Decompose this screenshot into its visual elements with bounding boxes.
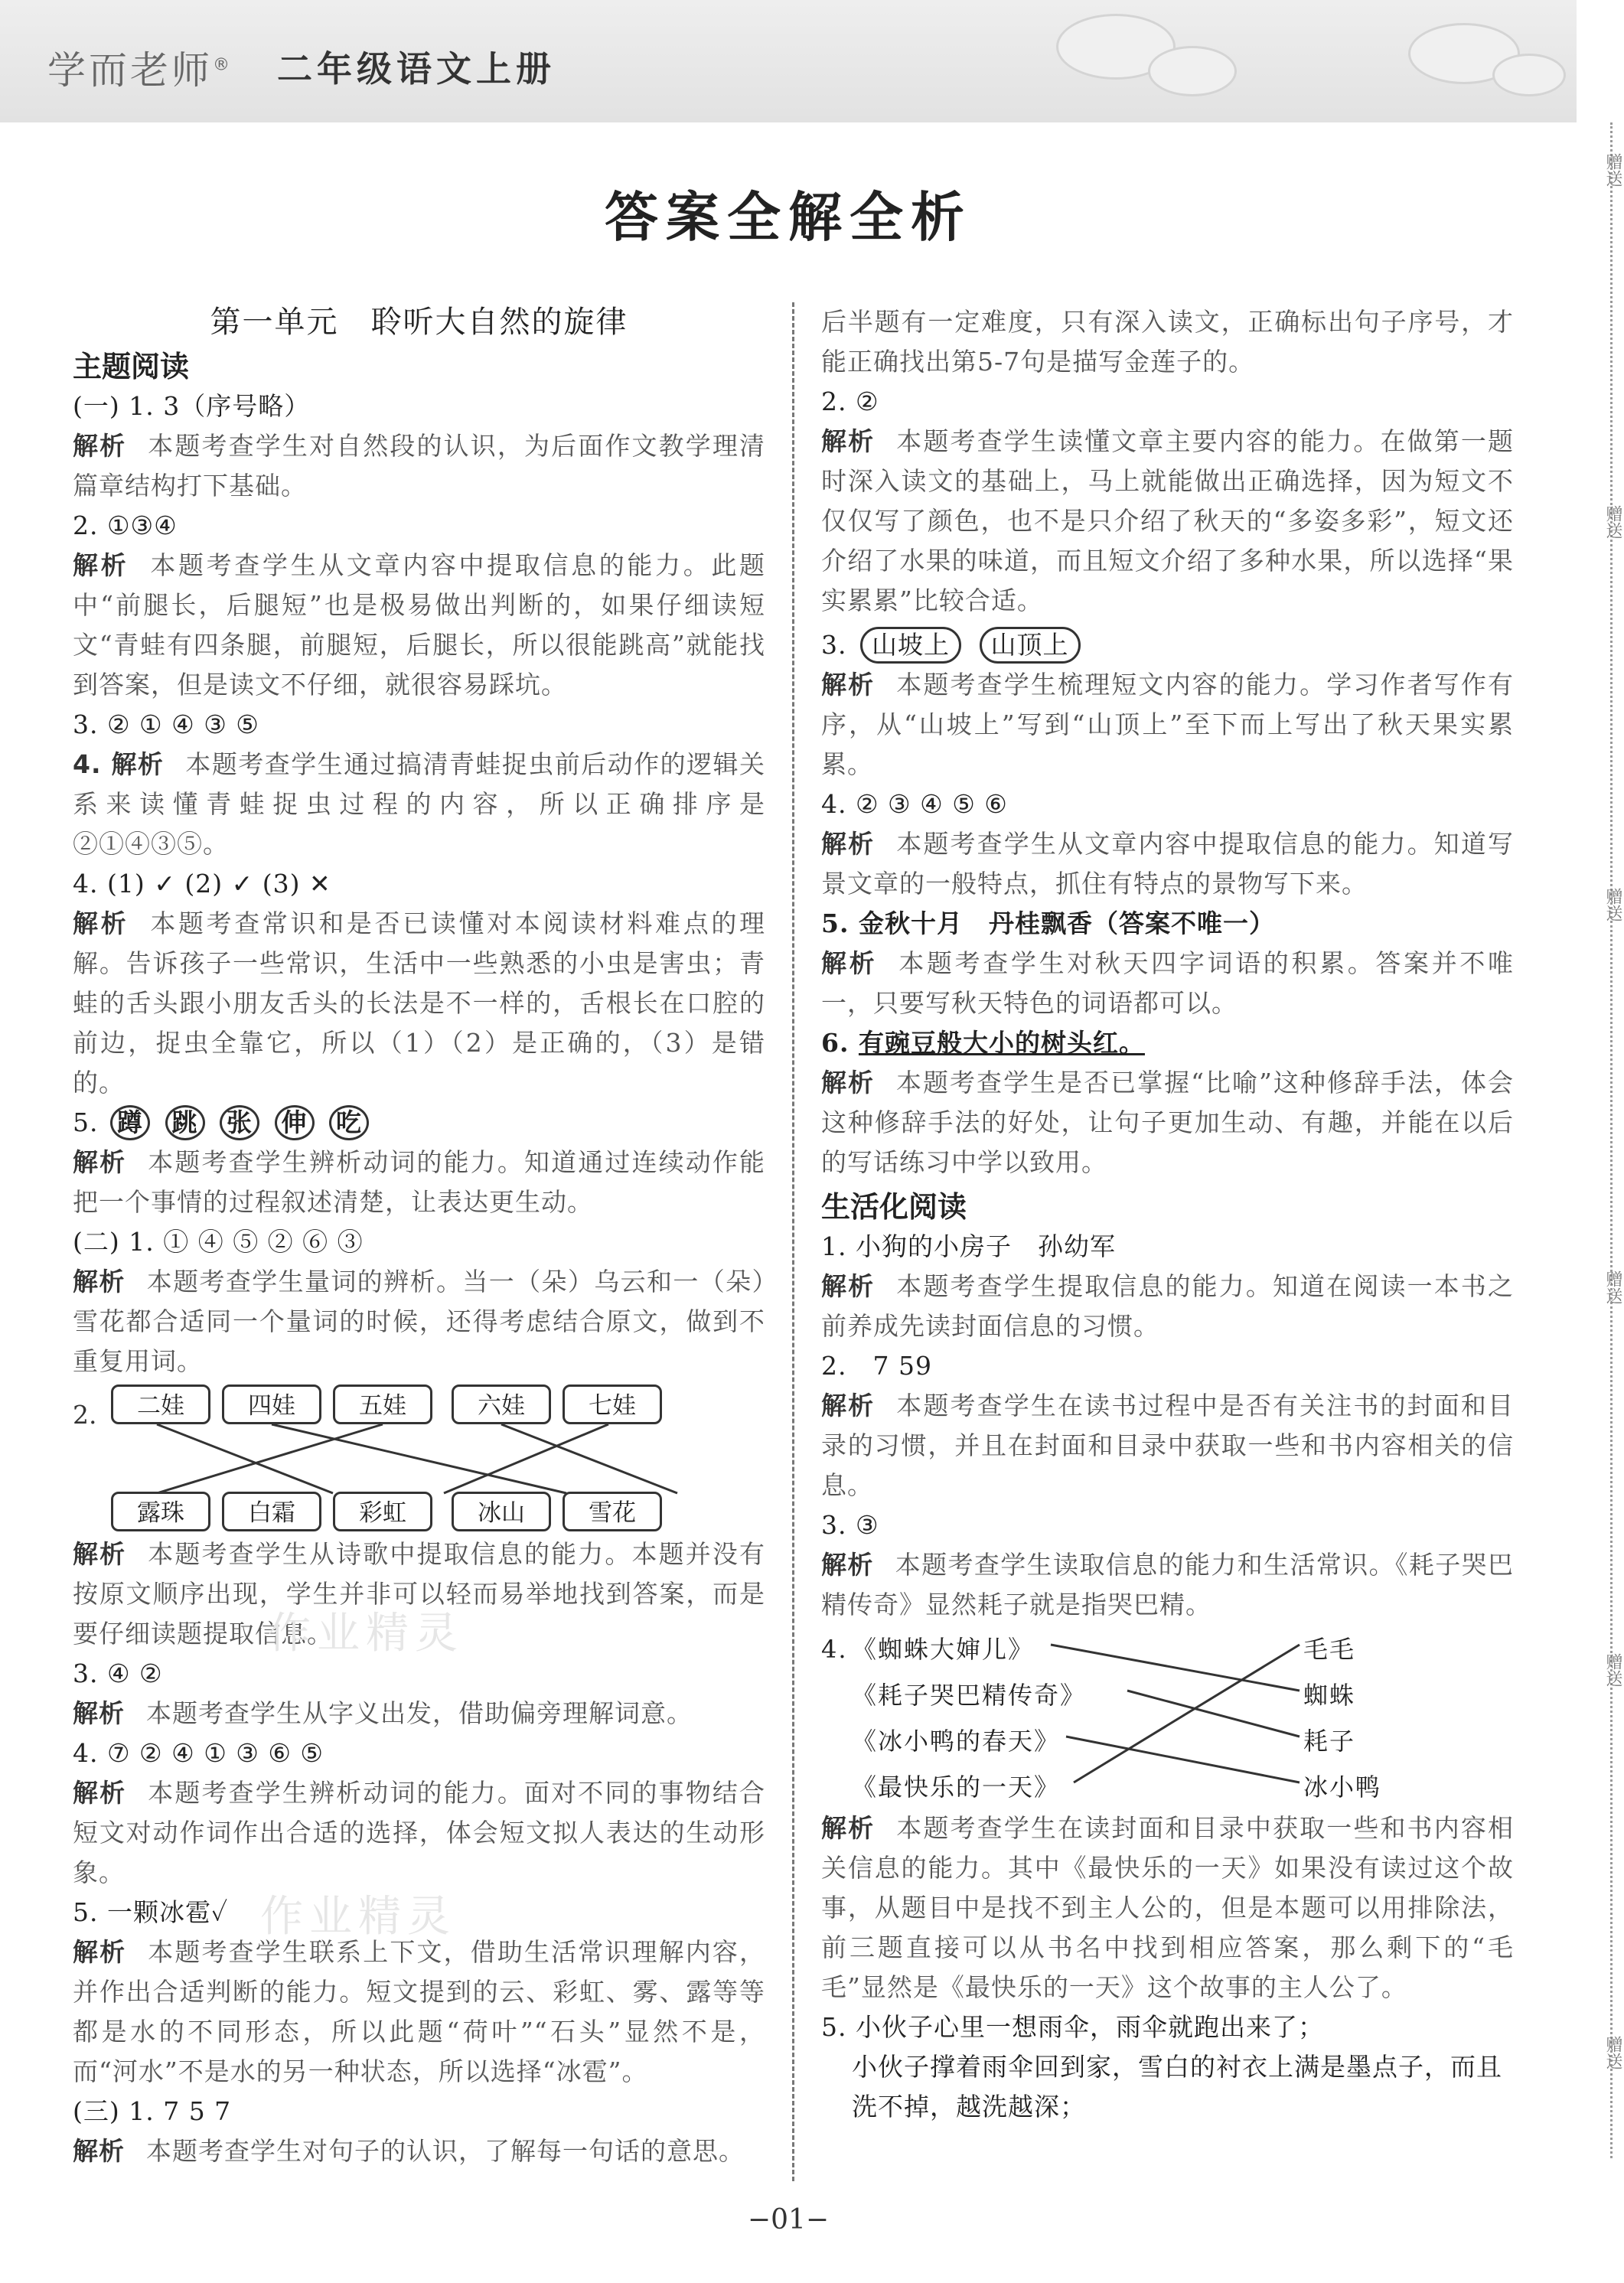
answer-line: 3. ④ ②: [73, 1658, 163, 1688]
analysis-label: 解析: [821, 1068, 876, 1097]
analysis-label: 解析: [73, 1698, 125, 1728]
page-title: 答案全解全析: [605, 186, 972, 249]
explanation: 解析 本题考查常识和是否已读懂对本阅读材料难点的理解。告诉孩子一些常识，生活中一些熟悉的小虫是害虫；青蛙的舌头跟小朋友舌头的长法是不一样的，舌根长在口腔的前边，捉虫全靠它，所以（1）（2）是正确的，（3）是错的。: [73, 908, 766, 1097]
match-box-bottom: 雪花: [563, 1492, 662, 1531]
side-label: 赠送: [1603, 2036, 1622, 2069]
match-box-bottom: 白霜: [222, 1492, 321, 1531]
section-heading: 主题阅读: [73, 350, 190, 383]
analysis-label: 解析: [73, 1539, 127, 1569]
match-box-top: 六娃: [452, 1384, 551, 1424]
book-title-item: 《最快乐的一天》: [852, 1773, 1061, 1802]
match-box-bottom: 彩虹: [333, 1492, 432, 1531]
explanation: 解析 本题考查学生提取信息的能力。知道在阅读一本书之前养成先读封面信息的习惯。: [821, 1271, 1514, 1341]
analysis-label: 解析: [821, 829, 876, 859]
explanation: 解析 本题考查学生读懂文章主要内容的能力。在做第一题时深入读文的基础上，马上就能做出正确选择，因为短文不仅仅写了颜色，也不是只介绍了秋天的“多姿多彩”，短文还介绍了水果的味道，而且短文介绍了多种水果，所以选择“果实累累”比较合适。: [821, 426, 1514, 615]
match-line: [1066, 1737, 1300, 1782]
answer-line: 3. ③: [821, 1510, 879, 1540]
analysis-label: 解析: [821, 670, 876, 700]
match-box-bottom: 露珠: [111, 1492, 210, 1531]
answer-line: 3. ② ① ④ ③ ⑤: [73, 709, 259, 739]
book-title-item: 《蜘蛛大婶儿》: [852, 1635, 1035, 1664]
analysis-label: 解析: [73, 1778, 127, 1808]
answer-line: 5. 蹲 跳 张 伸 吃: [73, 1103, 765, 1143]
explanation: 4. 解析 本题考查学生通过搞清青蛙捉虫前后动作的逻辑关系来读懂青蛙捉虫过程的内容，所以正确排序是②①④③⑤。: [73, 749, 765, 859]
match-box-top: 五娃: [333, 1384, 432, 1424]
answer-line: 2. 7 59: [821, 1351, 932, 1381]
match-box-top: 七娃: [563, 1384, 662, 1424]
analysis-label: 解析: [821, 1271, 876, 1301]
side-strip: [1600, 122, 1624, 2158]
page-header: [0, 0, 1577, 122]
matching-diagram: [73, 1384, 765, 1535]
page-number: −01−: [747, 2204, 830, 2236]
explanation: 解析 本题考查学生对秋天四字词语的积累。答案并不唯一，只要写秋天特色的词语都可以。: [821, 948, 1515, 1018]
circled-verb: 张: [220, 1105, 259, 1140]
explanation: 解析 本题考查学生从诗歌中提取信息的能力。本题并没有按原文顺序出现，学生并非可以轻而易举地找到答案，而是要仔细读题提取信息。: [73, 1539, 765, 1649]
answer-line: 5. 金秋十月 丹桂飘香（答案不唯一）: [821, 908, 1275, 938]
match-line: [157, 1424, 333, 1493]
match-line: [1074, 1645, 1300, 1782]
match-box-top: 四娃: [222, 1384, 321, 1424]
analysis-label: 解析: [73, 1147, 127, 1177]
explanation: 解析 本题考查学生从文章内容中提取信息的能力。知道写景文章的一般特点，抓住有特点的景物写下来。: [821, 829, 1514, 899]
explanation: 解析 本题考查学生梳理短文内容的能力。学习作者写作有序，从“山坡上”写到“山顶上”至下而上写出了秋天果实累累。: [821, 670, 1514, 779]
answer-line: 5. 一颗冰雹✓: [73, 1897, 229, 1927]
side-label: 赠送: [1603, 1270, 1622, 1304]
explanation: 解析 本题考查学生从文章内容中提取信息的能力。此题中“前腿长，后腿短”也是极易做出判断的，如果仔细读短文“青蛙有四条腿，前腿短，后腿长，所以很能跳高”就能找到答案，但是读文不仔细，就很容易踩坑。: [73, 550, 766, 700]
explanation: 解析 本题考查学生联系上下文，借助生活常识理解内容，并作出合适判断的能力。短文提到的云、彩虹、雾、露等等都是水的不同形态，所以此题“荷叶”“石头”显然不是，而“河水”不是水的另一种状态，所以选择“冰雹”。: [73, 1937, 765, 2086]
answer-line: 5. 小伙子心里一想雨伞，雨伞就跑出来了；: [821, 2012, 1324, 2042]
analysis-label: 解析: [821, 1391, 876, 1420]
analysis-label: 解析: [73, 2136, 125, 2166]
watermark: 作业精灵: [260, 1892, 456, 1942]
answer-line: 小伙子撑着雨伞回到家，雪白的衬衣上满是墨点子，而且洗不掉，越洗越深；: [852, 2052, 1502, 2122]
character-item: 冰小鸭: [1303, 1773, 1382, 1802]
dotted-cut-line: [1610, 122, 1613, 2158]
column-divider: [792, 302, 794, 2181]
cloud-decoration: [1148, 46, 1237, 96]
answer-line: 2. ①③④: [73, 510, 178, 540]
answer-line: 4. ② ③ ④ ⑤ ⑥: [821, 789, 1008, 819]
unit-title: 第一单元 聆听大自然的旋律: [210, 305, 628, 340]
explanation: 后半题有一定难度，只有深入读文，正确标出句子序号，才能正确找出第5-7句是描写金莲子的。: [821, 307, 1514, 377]
answer-line: 2. ②: [821, 386, 879, 416]
answer-line: 4. ⑦ ② ④ ① ③ ⑥ ⑤: [73, 1738, 324, 1768]
explanation: 解析 本题考查学生从字义出发，借助偏旁理解词意。: [73, 1698, 693, 1728]
analysis-label: 解析: [73, 908, 129, 938]
watermark: 作业精灵: [268, 1609, 464, 1658]
answer-line: 3. 山坡上 山顶上: [821, 625, 1514, 665]
explanation: 解析 本题考查学生在读书过程中是否有关注书的封面和目录的习惯，并且在封面和目录中获取一些和书内容相关的信息。: [821, 1391, 1514, 1500]
brand-name: 学而老师®: [47, 48, 233, 93]
analysis-label: 解析: [73, 550, 129, 580]
side-label: 赠送: [1603, 888, 1622, 921]
answer-line: 4. (1) ✓ (2) ✓ (3) ✕: [73, 869, 331, 899]
answer-line: (三) 1. 7 5 7: [73, 2096, 232, 2126]
underlined-answer: 有豌豆般大小的树头红。: [858, 1028, 1145, 1058]
explanation: 解析 本题考查学生辨析动词的能力。知道通过连续动作能把一个事情的过程叙述清楚，让表达更生动。: [73, 1147, 765, 1217]
side-label: 赠送: [1603, 505, 1622, 539]
circled-verb: 跳: [165, 1105, 205, 1140]
analysis-label: 解析: [821, 1550, 874, 1580]
circled-verb: 伸: [275, 1105, 315, 1140]
right-column: [821, 302, 1514, 2127]
match-box-bottom: 冰山: [452, 1492, 551, 1531]
cloud-decoration: [1492, 54, 1566, 96]
explanation: 解析 本题考查学生量词的辨析。当一（朵）乌云和一（朵）雪花都合适同一个量词的时候，还得考虑结合原文，做到不重复用词。: [73, 1267, 766, 1376]
analysis-label: 解析: [73, 1937, 127, 1967]
match-line: [157, 1424, 383, 1493]
circled-word: 山顶上: [980, 627, 1081, 664]
character-item: 毛毛: [1303, 1635, 1356, 1664]
explanation: 解析 本题考查学生在读封面和目录中获取一些和书内容相关信息的能力。其中《最快乐的一天》如果没有读过这个故事，从题目中是找不到主人公的，但是本题可以用排除法，前三题直接可以从书名中找到相应答案，那么剩下的“毛毛”显然是《最快乐的一天》这个故事的主人公了。: [821, 1813, 1514, 2002]
match-box-top: 二娃: [111, 1384, 210, 1424]
circled-verb: 蹲: [110, 1105, 150, 1140]
section-heading: 生活化阅读: [821, 1190, 967, 1224]
side-label: 赠送: [1603, 1653, 1622, 1687]
answer-line: (二) 1. ① ④ ⑤ ② ⑥ ③: [73, 1227, 364, 1257]
book-title: 二年级语文上册: [277, 48, 556, 90]
character-item: 耗子: [1303, 1727, 1356, 1756]
book-title-item: 《耗子哭巴精传奇》: [852, 1681, 1087, 1710]
analysis-label: 解析: [73, 431, 127, 461]
answer-line: 1. 小狗的小房子 孙幼军: [821, 1231, 1116, 1261]
book-matching-diagram: [821, 1625, 1514, 1808]
side-label: 赠送: [1603, 153, 1622, 187]
explanation: 解析 本题考查学生对自然段的认识，为后面作文教学理清篇章结构打下基础。: [73, 431, 765, 501]
character-item: 蜘蛛: [1303, 1681, 1356, 1710]
answer-line: (一) 1. 3（序号略）: [73, 391, 311, 421]
match-line: [272, 1424, 566, 1493]
book-title-item: 《冰小鸭的春天》: [852, 1727, 1061, 1756]
analysis-label: 解析: [821, 1813, 876, 1843]
explanation: 解析 本题考查学生是否已掌握“比喻”这种修辞手法，体会这种修辞手法的好处，让句子更加生动、有趣，并能在以后的写话练习中学以致用。: [821, 1068, 1515, 1177]
analysis-label: 解析: [821, 948, 878, 978]
analysis-label: 解析: [73, 1267, 126, 1296]
explanation: 解析 本题考查学生读取信息的能力和生活常识。《耗子哭巴精传奇》显然耗子就是指哭巴精。: [821, 1550, 1515, 1619]
explanation: 解析 本题考查学生辨析动词的能力。面对不同的事物结合短文对动作词作出合适的选择，体会短文拟人表达的生动形象。: [73, 1778, 765, 1887]
question-number: 4.: [821, 1635, 848, 1664]
circled-word: 山坡上: [860, 627, 961, 664]
question-number: 2.: [73, 1400, 97, 1430]
analysis-label: 4. 解析: [73, 749, 165, 779]
answer-line: 6. 有豌豆般大小的树头红。: [821, 1028, 1145, 1058]
explanation: 解析 本题考查学生对句子的认识，了解每一句话的意思。: [73, 2136, 745, 2166]
circled-verb: 吃: [329, 1105, 369, 1140]
analysis-label: 解析: [821, 426, 876, 456]
